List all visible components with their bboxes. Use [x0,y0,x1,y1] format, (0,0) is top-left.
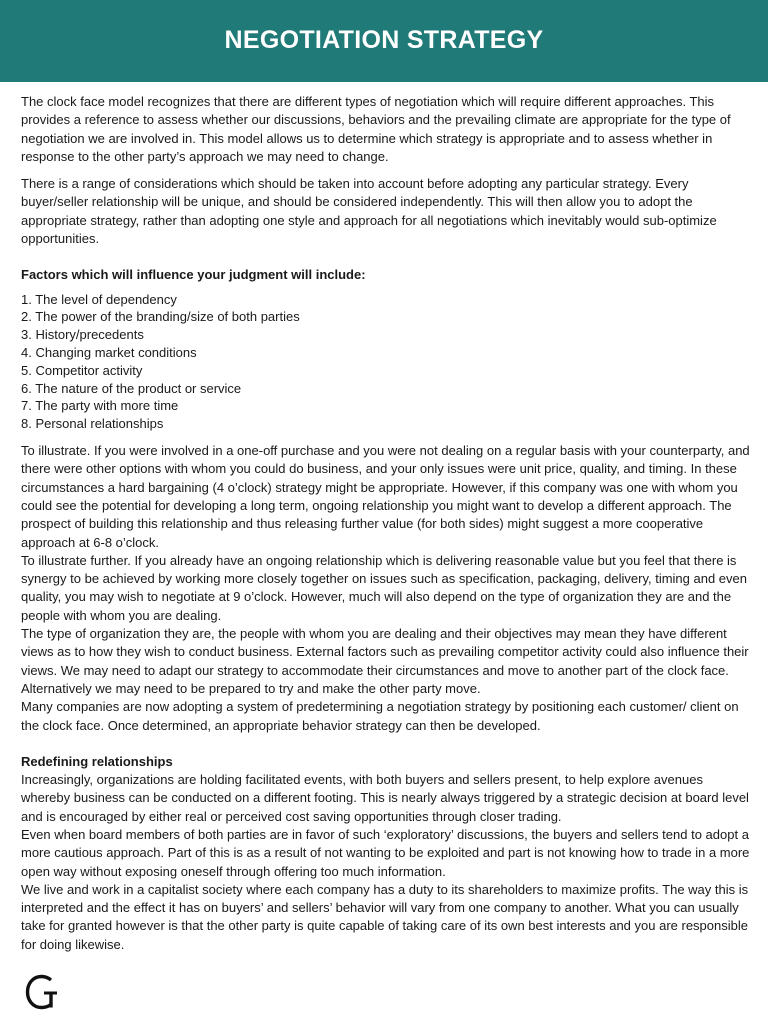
redefining-paragraph-2: Even when board members of both parties are in favor of such ‘exploratory’ discussions, the buyers and sellers tend to adopt a more cautious approach. Part of this is as a result of not wanting to be exploited and part is not knowing how to trade in a more open way without exposing oneself through offering too much information. [21,826,750,879]
intro-paragraph-2: There is a range of considerations which should be taken into account before adopting any particular strategy. Every buyer/seller relationship will be unique, and should be considered independently. This will then allow you to adopt the appropriate strategy, rather than adopting one style and approach for all negotiations which inevitably would sub-optimize opportunities. [21,176,717,247]
illustrate-paragraph-3: The type of organization they are, the people with whom you are dealing and their objectives may mean they have different views as to how they wish to conduct business. External factors such as prevailing competitor activity could also influence their views. We may need to adapt our strategy to accommodate their circumstances and move to another part of the clock face. Alternatively we may need to be prepared to try and make the other party move. [21,626,749,696]
list-item: 6. The nature of the product or service [21,380,242,396]
intro-paragraph-1: The clock face model recognizes that there are different types of negotiation which will require different approaches. This provides a reference to assess whether our discussions, behaviors and the prevailing climate are appropriate for the type of negotiation we are involved in. This model allows us to determine which strategy is appropriate and to assess whether in response to the other party’s approach we may need to change. [21,94,731,164]
list-item: 7. The party with more time [21,398,179,414]
list-item: 2. The power of the branding/size of both parties [21,309,300,325]
redefining-paragraph-3: We live and work in a capitalist society where each company has a duty to its shareholders to maximize profits. The way this is interpreted and the effect it has on buyers’ and sellers’ behavior will vary from one company to another. What you can usually take for granted however is that the other party is quite capable of taking care of its own best interests and you are responsible for doing likewise. [21,881,749,952]
illustrate-paragraph-4: Many companies are now adopting a system of predetermining a negotiation strategy by positioning each customer/ client on the clock face. Once determined, an appropriate behavior strategy can then be developed. [21,699,739,733]
list-item: 4. Changing market conditions [21,345,197,361]
redefining-heading: Redefining relationships [21,753,173,769]
document-body [21,93,753,954]
page-header [0,0,768,82]
list-item: 5. Competitor activity [21,362,143,378]
illustrate-paragraph-2: To illustrate further. If you already have an ongoing relationship which is delivering reasonable value but you feel that there is synergy to be achieved by working more closely together on issues such as specification, packaging, delivery, timing and even quality, you may wish to negotiate at 9 o’clock. However, much will also depend on the type of organization they are and the people with whom you are dealing. [21,552,747,623]
factors-heading: Factors which will influence your judgment will include: [21,267,366,283]
redefining-paragraph-1: Increasingly, organizations are holding facilitated events, with both buyers and sellers present, to help explore avenues whereby business can be conducted on a different footing. This is nearly always triggered by a strategic decision at board level and is encouraged by either real or perceived cost saving opportunities through closer trading. [21,772,749,824]
g-logo-icon [24,974,60,1010]
illustrate-paragraph-1: To illustrate. If you were involved in a one-off purchase and you were not dealing on a regular basis with your counterparty, and there were other options with whom you could do business, and your only issues were unit price, quality, and timing. In these circumstances a hard bargaining (4 o’clock) strategy might be appropriate. However, if this company was one with whom you could see the potential for developing a long term, ongoing relationship you might want to develop a different approach. The prospect of building this relationship and thus releasing further value (for both sides) might suggest a more cooperative approach at 6-8 o’clock. [21,443,750,550]
page-title: NEGOTIATION STRATEGY [224,26,544,54]
factors-list [21,291,753,433]
list-item: 3. History/precedents [21,327,144,343]
list-item: 1. The level of dependency [21,291,177,307]
list-item: 8. Personal relationships [21,416,164,432]
